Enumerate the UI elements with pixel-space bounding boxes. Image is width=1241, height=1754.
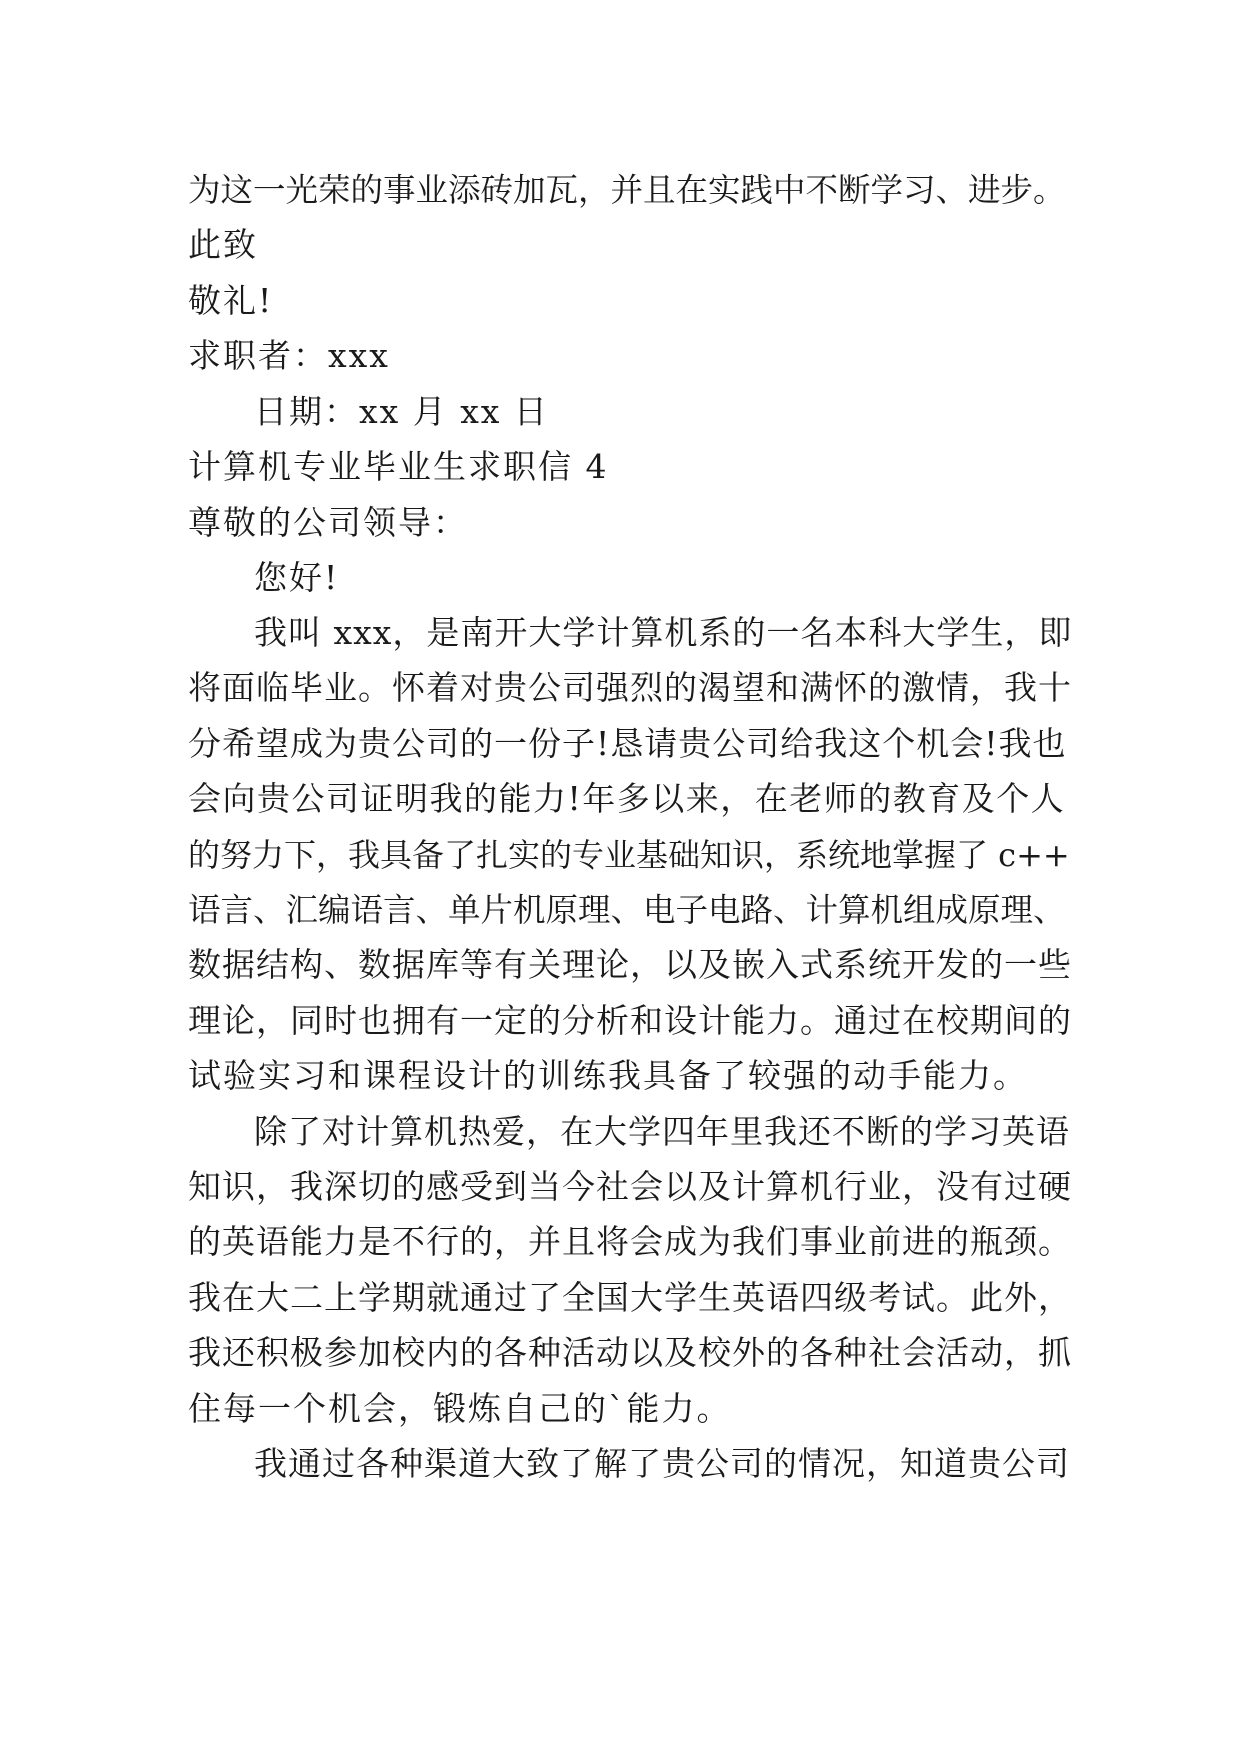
applicant-line: 求职者：xxx: [188, 336, 390, 375]
salutation-line: 敬礼!: [188, 281, 274, 320]
paragraph-line: 理论，同时也拥有一定的分析和设计能力。通过在校期间的: [188, 1001, 1072, 1040]
section-title: 计算机专业毕业生求职信 4: [188, 447, 609, 486]
paragraph-line: 数据结构、数据库等有关理论，以及嵌入式系统开发的一些: [188, 945, 1072, 984]
body-line: 为这一光荣的事业添砖加瓦，并且在实践中不断学习、进步。: [188, 171, 1066, 209]
paragraph-line: 会向贵公司证明我的能力!年多以来，在老师的教育及个人: [188, 779, 1066, 818]
paragraph-line: 试验实习和课程设计的训练我具备了较强的动手能力。: [188, 1056, 1028, 1095]
paragraph-line: 我通过各种渠道大致了解了贵公司的情况，知道贵公司: [254, 1444, 1070, 1483]
paragraph-line: 分希望成为贵公司的一份子!恳请贵公司给我这个机会!我也: [188, 724, 1067, 763]
paragraph-line: 我在大二上学期就通过了全国大学生英语四级考试。此外，: [188, 1278, 1072, 1317]
greeting-line: 您好!: [254, 558, 340, 597]
closing-line: 此致: [188, 225, 258, 264]
paragraph-line: 的英语能力是不行的，并且将会成为我们事业前进的瓶颈。: [188, 1222, 1072, 1261]
paragraph-line: 住每一个机会，锻炼自己的`能力。: [188, 1389, 732, 1428]
paragraph-line: 的努力下，我具备了扎实的专业基础知识，系统地掌握了 c++: [188, 836, 1070, 874]
date-line: 日期：xx 月 xx 日: [254, 392, 549, 431]
paragraph-line: 我叫 xxx，是南开大学计算机系的一名本科大学生，即: [254, 613, 1073, 652]
paragraph-line: 语言、汇编语言、单片机原理、电子电路、计算机组成原理、: [188, 891, 1066, 929]
paragraph-line: 将面临毕业。怀着对贵公司强烈的渴望和满怀的激情，我十: [188, 668, 1072, 707]
greeting-line: 尊敬的公司领导：: [188, 503, 468, 542]
paragraph-line: 除了对计算机热爱，在大学四年里我还不断的学习英语: [254, 1112, 1070, 1151]
paragraph-line: 知识，我深切的感受到当今社会以及计算机行业，没有过硬: [188, 1167, 1072, 1206]
paragraph-line: 我还积极参加校内的各种活动以及校外的各种社会活动，抓: [188, 1333, 1072, 1372]
